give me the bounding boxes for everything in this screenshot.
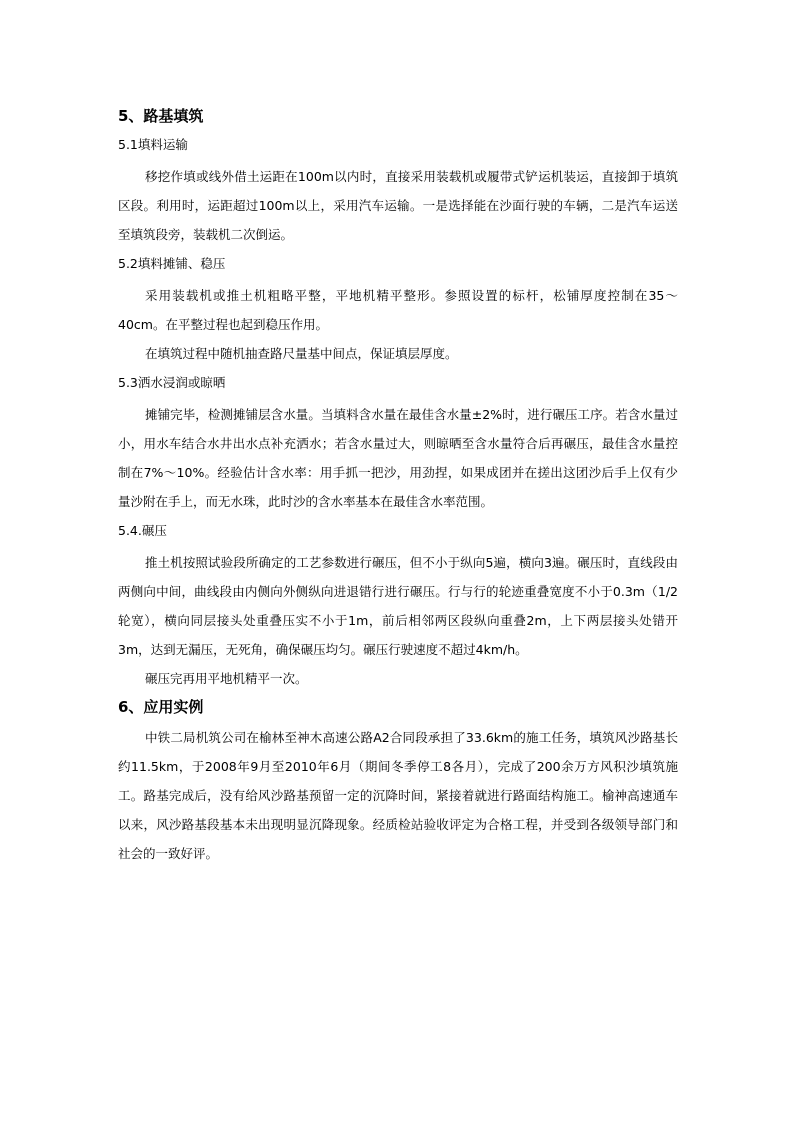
section-heading-6: 6、应用实例 (118, 698, 204, 716)
subsection-title-5-1: 5.1填料运输 (118, 137, 188, 152)
paragraph-5-1: 移挖作填或线外借土运距在100m以内时，直接采用装载机或履带式铲运机装运，直接卸于填筑区段。利用时，运距超过100m以上，采用汽车运输。一是选择能在沙面行驶的车辆，二是汽车运送至填筑段旁，装载机二次倒运。 (118, 169, 678, 242)
paragraph-6: 中铁二局机筑公司在榆林至神木高速公路A2合同段承担了33.6km的施工任务，填筑风沙路基长约11.5km，于2008年9月至2010年6月（期间冬季停工8各月），完成了200余万方风积沙填筑施工。路基完成后，没有给风沙路基预留一定的沉降时间，紧接着就进行路面结构施工。榆神高速通车以来，风沙路基段基本未出现明显沉降现象。经质检站验收评定为合格工程，并受到各级领导部门和社会的一致好评。 (118, 730, 678, 861)
paragraph-5-2-b: 在填筑过程中随机抽查路尺量基中间点，保证填层厚度。 (145, 346, 458, 361)
document-body (118, 104, 678, 868)
subsection-title-5-4: 5.4.碾压 (118, 523, 167, 538)
section-heading-5: 5、路基填筑 (118, 107, 204, 125)
subsection-title-5-2: 5.2填料摊铺、稳压 (118, 256, 226, 271)
subsection-title-5-3: 5.3洒水浸润或晾晒 (118, 375, 226, 390)
paragraph-5-4-b: 碾压完再用平地机精平一次。 (145, 671, 308, 686)
paragraph-5-4-a: 推土机按照试验段所确定的工艺参数进行碾压，但不小于纵向5遍，横向3遍。碾压时，直线段由两侧向中间，曲线段由内侧向外侧纵向进退错行进行碾压。行与行的轮迹重叠宽度不小于0.3m（1/2轮宽），横向同层接头处重叠压实不小于1m，前后相邻两区段纵向重叠2m，上下两层接头处错开3m，达到无漏压，无死角，确保碾压均匀。碾压行驶速度不超过4km/h。 (118, 555, 678, 657)
paragraph-5-2-a: 采用装载机或推土机粗略平整，平地机精平整形。参照设置的标杆，松铺厚度控制在35～40cm。在平整过程也起到稳压作用。 (118, 288, 678, 332)
paragraph-5-3: 摊铺完毕，检测摊铺层含水量。当填料含水量在最佳含水量±2%时，进行碾压工序。若含水量过小，用水车结合水井出水点补充洒水；若含水量过大，则晾晒至含水量符合后再碾压，最佳含水量控制在7%～10%。经验估计含水率：用手抓一把沙，用劲捏，如果成团并在搓出这团沙后手上仅有少量沙附在手上，而无水珠，此时沙的含水率基本在最佳含水率范围。 (118, 407, 678, 509)
